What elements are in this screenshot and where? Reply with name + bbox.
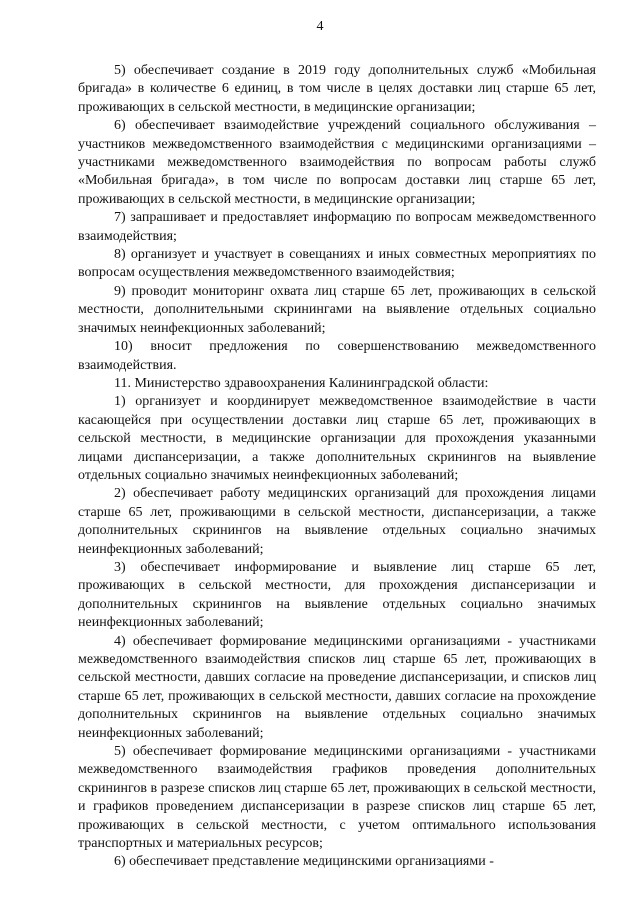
- paragraph-item-7-information-requests: 7) запрашивает и предоставляет информацию по вопросам межведомственного взаимодействия;: [78, 210, 596, 244]
- paragraph-health-item-5-schedules: 5) обеспечивает формирование медицинскими организациями - участниками межведомственного взаимодействия графиков проведения дополнительных скринингов в разрезе списков лиц старше 65 лет, проживающих в сельской местности, и графиков проведением диспансеризации в разрезе списков лиц старше 65 лет, проживающих в сельской местности, с учетом оптимального использования транспортных и материальных ресурсов;: [78, 744, 596, 852]
- paragraph-item-5-mobile-brigades: 5) обеспечивает создание в 2019 году дополнительных служб «Мобильная бригада» в количестве 6 единиц, в том числе в целях доставки лиц старше 65 лет, проживающих в сельской местности, в медицинские организации;: [78, 63, 596, 115]
- paragraph-item-9-monitoring: 9) проводит мониторинг охвата лиц старше 65 лет, проживающих в сельской местности, дополнительными скринингами на выявление отдельных социально значимых неинфекционных заболеваний;: [78, 283, 596, 336]
- paragraph-item-6-social-services-interaction: 6) обеспечивает взаимодействие учреждений социального обслуживания – участников межведомственного взаимодействия с медицинскими организациями – участниками межведомственного взаимодействия по вопросам работы служб «Мобильная бригада», в том числе по вопросам доставки лиц старше 65 лет, проживающих в сельской местности, в медицинские организации;: [78, 118, 596, 207]
- paragraph-health-item-1-coordination: 1) организует и координирует межведомственное взаимодействие в части касающейся при осуществлении доставки лиц старше 65 лет, проживающих в сельской местности, в медицинские организации для прохождения указанными лицами диспансеризации, а также дополнительных скринингов на выявление отдельных социально значимых неинфекционных заболеваний;: [78, 394, 596, 483]
- page-number: 4: [316, 19, 324, 34]
- paragraph-health-item-6-submission: 6) обеспечивает представление медицинскими организациями -: [114, 854, 494, 870]
- paragraph-item-10-proposals: 10) вносит предложения по совершенствованию межведомственного взаимодействия.: [78, 339, 596, 373]
- paragraph-item-8-meetings: 8) организует и участвует в совещаниях и иных совместных мероприятиях по вопросам осуществления межведомственного взаимодействия;: [78, 247, 596, 281]
- paragraph-health-item-3-informing: 3) обеспечивает информирование и выявление лиц старше 65 лет, проживающих в сельской местности, для прохождения диспансеризации и дополнительных скринингов на выявление отдельных социально значимых неинфекционных заболеваний;: [78, 559, 596, 631]
- paragraph-health-item-2-medical-organizations: 2) обеспечивает работу медицинских организаций для прохождения лицами старше 65 лет, проживающими в сельской местности, диспансеризации, а также дополнительных скринингов на выявление отдельных социально значимых неинфекционных заболеваний;: [78, 486, 596, 557]
- section-heading-ministry-of-health: 11. Министерство здравоохранения Калининградской области:: [114, 375, 489, 391]
- paragraph-health-item-4-lists: 4) обеспечивает формирование медицинскими организациями - участниками межведомственного взаимодействия списков лиц старше 65 лет, проживающих в сельской местности, давших согласие на проведение диспансеризации, и списков лиц старше 65 лет, проживающих в сельской местности, давших согласие на прохождение дополнительных скринингов на выявление отдельных социально значимых неинфекционных заболеваний;: [78, 633, 596, 741]
- document-body: [78, 62, 596, 872]
